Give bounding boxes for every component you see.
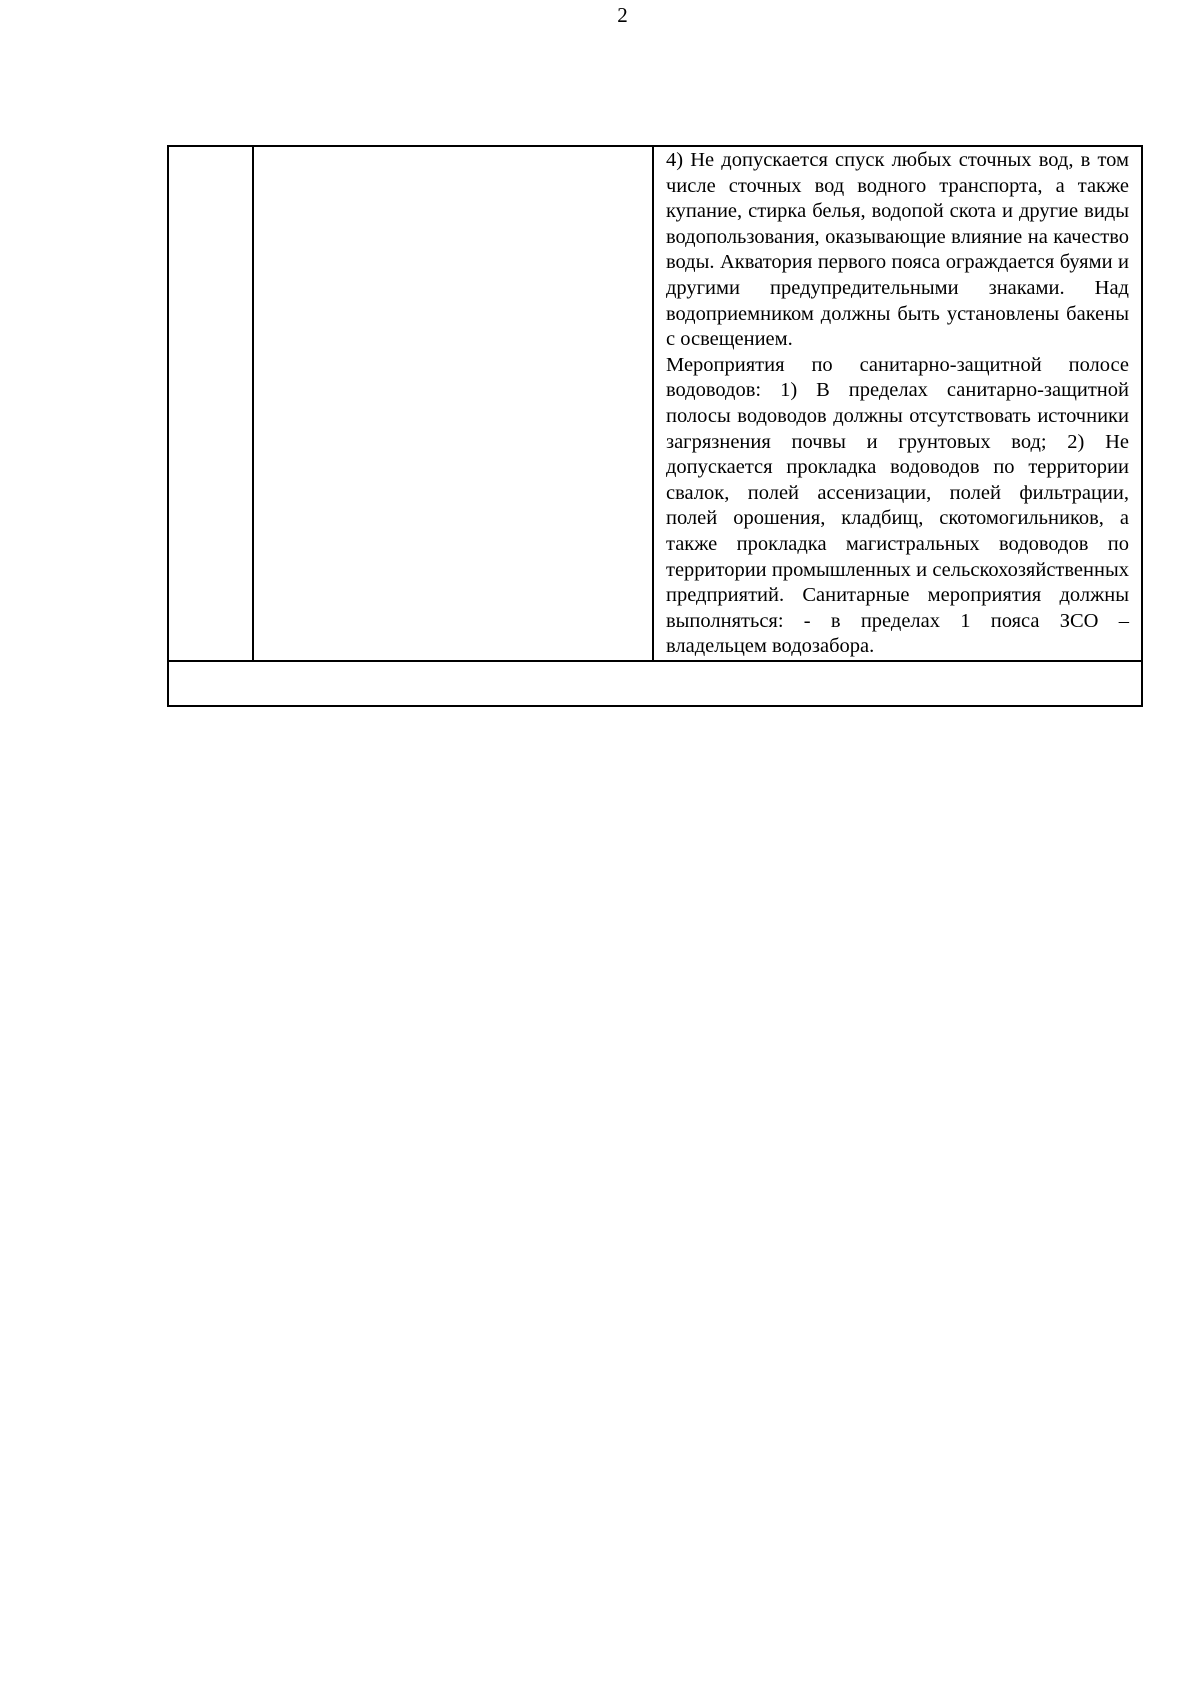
- table-cell-number: [168, 146, 253, 661]
- table-row: [168, 661, 1142, 706]
- table-cell-name: [253, 146, 653, 661]
- measures-paragraph-2: Мероприятия по санитарно-защитной полосе водоводов: 1) В пределах санитарно-защитной полосы водоводов должны отсутствовать источники загрязнения почвы и грунтовых вод; 2) Не допускается прокладка водоводов по территории свалок, полей ассенизации, полей фильтрации, полей орошения, кладбищ, скотомогильников, а также прокладка магистральных водоводов по территории промышленных и сельскохозяйственных предприятий. Санитарные мероприятия должны выполняться: - в пределах 1 пояса ЗСО – владельцем водозабора.: [665, 353, 1129, 658]
- table-cell-merged: [168, 661, 1142, 706]
- page-number: 2: [617, 3, 628, 27]
- measures-paragraph-1: 4) Не допускается спуск любых сточных вод, в том числе сточных вод водного транспорта, а также купание, стирка белья, водопой скота и другие виды водопользования, оказывающие влияние на качество воды. Акватория первого пояса ограждается буями и другими предупредительными знаками. Над водоприемником должны быть установлены бакены с освещением.: [665, 149, 1129, 351]
- measures-table: [167, 145, 1143, 707]
- table-row: [168, 146, 1142, 661]
- table-cell-measures: [653, 146, 1142, 661]
